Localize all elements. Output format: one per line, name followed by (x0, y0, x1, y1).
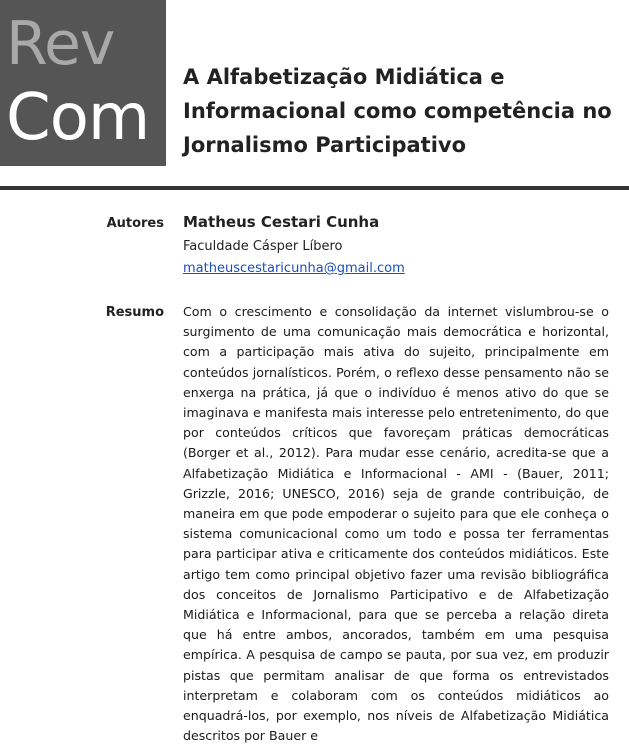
authors-label: Autores (106, 216, 164, 231)
author-email-link[interactable]: matheuscestaricunha@gmail.com (183, 261, 405, 276)
abstract-label: Resumo (105, 305, 164, 320)
logo-text-com: Com (6, 81, 150, 155)
article-title: A Alfabetização Midiática e Informacional como competência no Jornalismo Participativo (183, 65, 612, 157)
author-name: Matheus Cestari Cunha (183, 213, 380, 231)
abstract-body: Com o crescimento e consolidação da internet vislumbrou-se o surgimento de uma comunicação mais democrática e horizontal, com a participação mais ativa do sujeito, principalmente em conteúdos jornalísticos. Porém, o reflexo desse pensamento não se enxerga na prática, já que o indivíduo é menos ativo do que se imaginava e manifesta mais interesse pelo entretenimento, do que por conteúdos críticos que favoreçam práticas democráticas (Borger et al., 2012). Para mudar esse cenário, acredita-se que a Alfabetização Midiática e Informacional - AMI - (Bauer, 2011; Grizzle, 2016; UNESCO, 2016) seja de grande contribuição, de maneira em que pode empoderar o sujeito para que ele conheça o sistema comunicacional como um todo e possa ter ferramentas para participar ativa e criticamente dos conteúdos midiáticos. Este artigo tem como principal objetivo fazer uma revisão bibliográfica dos conceitos de Jornalismo Participativo e de Alfabetização Midiática e Informacional, para que se perceba a relação direta que há entre ambos, ancorados, também em uma pesquisa empírica. A pesquisa de campo se pauta, por sua vez, em produzir pistas que permitam analisar de que forma os entrevistados interpretam e colaboram com os conteúdos midiáticos ao enquadrá-los, por exemplo, nos níveis de Alfabetização Midiática descritos por Bauer e (183, 304, 609, 744)
author-affiliation: Faculdade Cásper Líbero (183, 239, 343, 254)
journal-logo (0, 0, 166, 166)
header-divider (0, 186, 629, 190)
logo-text-rev: Rev (6, 9, 115, 79)
